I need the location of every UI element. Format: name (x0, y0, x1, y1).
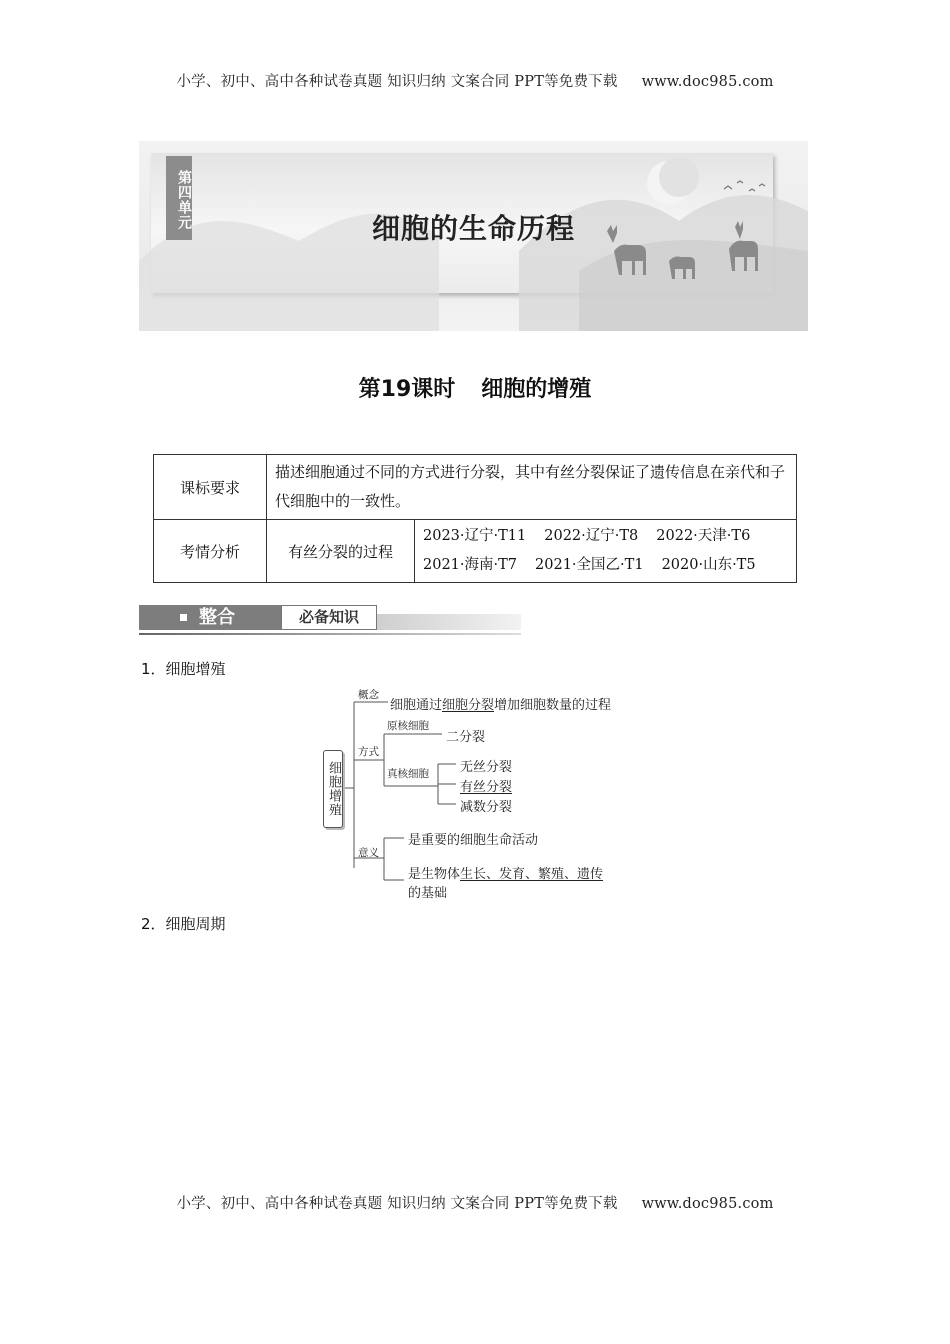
unit-banner (139, 141, 808, 331)
meaning-2-blank: 生长、发育、繁殖、遗传 (460, 867, 604, 882)
meaning-label: 意义 (358, 847, 379, 859)
standard-text: 描述细胞通过不同的方式进行分裂，其中有丝分裂保证了遗传信息在亲代和子代细胞中的一致性。 (267, 455, 797, 520)
prokaryote-item: 二分裂 (446, 730, 486, 745)
prokaryote-label: 原核细胞 (387, 720, 429, 732)
eukaryote-item: 减数分裂 (460, 800, 513, 815)
eukaryote-item: 有丝分裂 (460, 780, 513, 795)
header-text: 小学、初中、高中各种试卷真题 知识归纳 文案合同 PPT等免费下载 (176, 74, 618, 90)
section-bar (139, 605, 521, 635)
requirements-table (153, 454, 797, 583)
section-main (139, 605, 281, 630)
section-main-label: 整合 (199, 607, 235, 628)
section-sub: 必备知识 (281, 605, 377, 630)
root-node: 细胞增殖 (323, 750, 343, 828)
exam-item: 2022·天津·T6 (656, 528, 751, 544)
lesson-name: 细胞的增殖 (481, 377, 592, 402)
meaning-2-suffix: 的基础 (408, 886, 448, 901)
exam-item: 2023·辽宁·T11 (423, 528, 527, 544)
meaning-2: 是生物体生长、发育、繁殖、遗传 (408, 867, 604, 882)
row-label-standard: 课标要求 (154, 455, 267, 520)
page-header (0, 70, 950, 91)
exam-item: 2022·辽宁·T8 (544, 528, 639, 544)
subheading-cell-cycle: 2．细胞周期 (141, 915, 226, 933)
eukaryote-item: 无丝分裂 (460, 760, 513, 775)
eukaryote-label: 真核细胞 (387, 768, 429, 780)
unit-label: 第四单元 (176, 170, 192, 230)
exam-item: 2021·全国乙·T1 (535, 557, 644, 573)
footer-text: 小学、初中、高中各种试卷真题 知识归纳 文案合同 PPT等免费下载 (176, 1196, 618, 1212)
analysis-topic: 有丝分裂的过程 (267, 520, 415, 583)
banner-title: 细胞的生命历程 (371, 212, 575, 245)
meaning-1: 是重要的细胞生命活动 (408, 833, 539, 848)
header-site: www.doc985.com (641, 74, 774, 90)
table-row (154, 520, 797, 583)
concept-label: 概念 (358, 689, 379, 701)
table-row (154, 455, 797, 520)
mind-map (320, 686, 640, 901)
square-icon (180, 614, 187, 621)
subheading-cell-proliferation: 1．细胞增殖 (141, 660, 226, 678)
exam-item: 2020·山东·T5 (661, 557, 756, 573)
concept-text: 细胞通过细胞分裂增加细胞数量的过程 (390, 698, 612, 713)
footer-site: www.doc985.com (641, 1196, 774, 1212)
exam-list (415, 520, 797, 583)
row-label-analysis: 考情分析 (154, 520, 267, 583)
exam-item: 2021·海南·T7 (423, 557, 518, 573)
page-footer (0, 1192, 950, 1213)
method-label: 方式 (358, 746, 379, 758)
concept-blank: 细胞分裂 (442, 698, 495, 713)
lesson-number: 第19课时 (358, 377, 456, 402)
lesson-title (0, 372, 950, 403)
